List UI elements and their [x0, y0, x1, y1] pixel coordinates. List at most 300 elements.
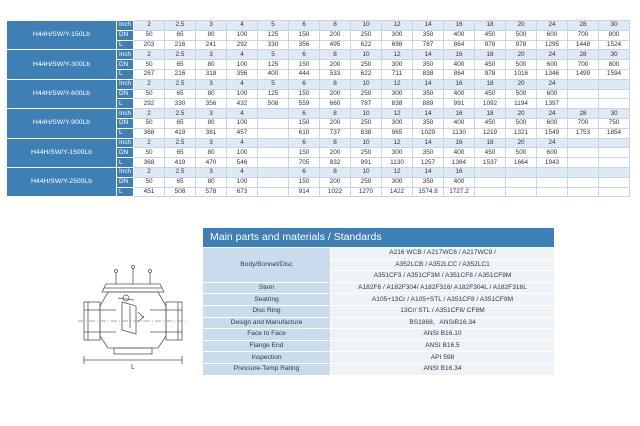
dimension-cell: 600 [537, 30, 568, 40]
dimension-cell: 216 [165, 40, 196, 50]
dimension-cell: 368 [134, 128, 165, 138]
part-name: Stem [203, 282, 331, 294]
unit-label-l: L [117, 128, 134, 138]
dimension-cell: 6 [289, 21, 320, 31]
dimension-row-inch [7, 21, 630, 31]
dimension-cell: 1943 [537, 158, 568, 168]
dimension-cell: 965 [382, 128, 413, 138]
dimension-cell: 8 [320, 79, 351, 89]
dimension-cell: 300 [382, 118, 413, 128]
dimension-cell: 838 [351, 128, 382, 138]
dimension-cell [599, 167, 630, 177]
dimension-cell: 1092 [475, 99, 506, 109]
material-spec: 13Cr/ STL / A351CF8/ CF8M [331, 305, 555, 317]
dimension-cell [599, 79, 630, 89]
part-name: Flange End [203, 340, 331, 352]
dimension-cell: 100 [227, 177, 258, 187]
model-label: H44H/SW/Y-2500Lb [7, 167, 117, 196]
dimension-cell: 80 [196, 118, 227, 128]
dimension-cell: 300 [382, 148, 413, 158]
dimension-cell [506, 167, 537, 177]
dimension-row-inch [7, 109, 630, 119]
dimension-cell: 2.5 [165, 167, 196, 177]
dimension-cell: 700 [568, 60, 599, 70]
dimension-cell [599, 138, 630, 148]
dimension-cell: 24 [537, 50, 568, 60]
dimension-cell: 1130 [382, 158, 413, 168]
materials-standards-panel [203, 228, 554, 376]
dimension-cell: 610 [289, 128, 320, 138]
dimension-cell: 80 [196, 177, 227, 187]
dimension-row-inch [7, 79, 630, 89]
dimension-cell: 700 [568, 30, 599, 40]
dimension-cell: 16 [444, 138, 475, 148]
dimension-cell [568, 167, 599, 177]
part-name: Seatring [203, 294, 331, 306]
dimension-cell: 500 [506, 60, 537, 70]
dimension-cell: 450 [475, 89, 506, 99]
material-spec: API 598 [331, 352, 555, 364]
dimension-cell: 350 [413, 148, 444, 158]
dimension-row-inch [7, 138, 630, 148]
dimension-cell: 838 [413, 69, 444, 79]
dimension-cell [568, 138, 599, 148]
dimension-cell: 1016 [506, 69, 537, 79]
material-spec: A352LCB / A352LCC / A352LC1 [331, 259, 555, 271]
dimension-cell: 1270 [351, 187, 382, 197]
dimension-cell: 400 [258, 69, 289, 79]
dimension-cell: 4 [227, 138, 258, 148]
dimension-cell: 450 [475, 60, 506, 70]
dimension-cell [568, 148, 599, 158]
dimension-cell: 80 [196, 89, 227, 99]
dimension-cell: 18 [475, 138, 506, 148]
dimension-cell: 30 [599, 50, 630, 60]
dimension-cell: 864 [444, 40, 475, 50]
unit-label-dn: DN [117, 89, 134, 99]
dimension-cell: 4 [227, 21, 258, 31]
dimension-cell: 500 [506, 148, 537, 158]
dimension-cell [506, 177, 537, 187]
unit-label-l: L [117, 187, 134, 197]
dimension-cell [568, 89, 599, 99]
dimension-cell: 450 [475, 30, 506, 40]
dimension-cell [568, 158, 599, 168]
dimension-cell: 450 [475, 148, 506, 158]
dimension-cell: 16 [444, 79, 475, 89]
dimension-cell: 622 [351, 69, 382, 79]
part-name: Face to Face [203, 329, 331, 341]
dimension-cell: 495 [320, 40, 351, 50]
dimension-cell: 546 [227, 158, 258, 168]
dimension-cell: 3 [196, 50, 227, 60]
dimension-cell [537, 187, 568, 197]
dimension-cell: 578 [196, 187, 227, 197]
dimension-cell: 1574.8 [413, 187, 444, 197]
dimension-cell: 400 [444, 148, 475, 158]
dimension-cell: 20 [506, 138, 537, 148]
dimension-cell: 800 [599, 30, 630, 40]
materials-row [203, 305, 554, 317]
dimension-cell [599, 187, 630, 197]
dimension-cell: 2.5 [165, 79, 196, 89]
dimension-cell: 711 [382, 69, 413, 79]
dimension-cell: 444 [289, 69, 320, 79]
dimension-l-label: L [131, 364, 135, 371]
unit-label-dn: DN [117, 118, 134, 128]
dimension-cell: 2 [134, 50, 165, 60]
dimension-cell: 150 [289, 177, 320, 187]
material-spec: A105+13Cr / A105+STL / A351CF8 / A351CF8M [331, 294, 555, 306]
dimension-cell: 12 [382, 167, 413, 177]
dimension-cell: 50 [134, 118, 165, 128]
dimension-cell: 356 [289, 40, 320, 50]
dimension-cell [258, 158, 289, 168]
dimension-cell [599, 89, 630, 99]
dimension-cell: 125 [258, 30, 289, 40]
dimension-cell: 1022 [320, 187, 351, 197]
dimension-cell [568, 99, 599, 109]
dimension-cell: 14 [413, 167, 444, 177]
dimension-cell: 267 [134, 69, 165, 79]
dimension-cell: 300 [382, 60, 413, 70]
material-spec: A182F6 / A182F304/ A182F316/ A182F304L / A182F316L [331, 282, 555, 294]
dimension-cell: 65 [165, 60, 196, 70]
dimension-cell: 150 [289, 30, 320, 40]
unit-label-l: L [117, 99, 134, 109]
dimension-cell [258, 138, 289, 148]
dimension-cell: 330 [258, 40, 289, 50]
dimension-cell: 368 [134, 158, 165, 168]
dimension-cell [258, 109, 289, 119]
dimension-cell: 200 [320, 148, 351, 158]
dimension-cell: 8 [320, 167, 351, 177]
dimension-cell [258, 118, 289, 128]
dimension-cell: 150 [289, 60, 320, 70]
dimension-cell: 65 [165, 89, 196, 99]
dimension-cell: 100 [227, 89, 258, 99]
dimension-cell: 65 [165, 118, 196, 128]
dimension-cell: 991 [351, 158, 382, 168]
dimension-cell: 1194 [506, 99, 537, 109]
dimension-cell: 500 [506, 89, 537, 99]
dimension-cell: 978 [475, 69, 506, 79]
dimension-cell: 1537 [475, 158, 506, 168]
dimension-cell: 2.5 [165, 138, 196, 148]
dimension-cell [599, 158, 630, 168]
dimension-cell: 50 [134, 30, 165, 40]
dimension-cell: 350 [413, 89, 444, 99]
dimension-cell [258, 167, 289, 177]
dimension-cell: 350 [413, 177, 444, 187]
unit-label-dn: DN [117, 177, 134, 187]
material-spec: A351CF3 / A351CF3M / A351CF8 / A351CF8M [331, 271, 555, 283]
dimension-cell: 432 [227, 99, 258, 109]
materials-row [203, 317, 554, 329]
dimension-cell: 200 [320, 30, 351, 40]
dimension-cell: 1295 [537, 40, 568, 50]
dimension-cell: 8 [320, 50, 351, 60]
dimension-cell: 5 [258, 50, 289, 60]
dimension-cell: 832 [320, 158, 351, 168]
part-name: Design and Manufacture [203, 317, 331, 329]
dimension-cell: 125 [258, 60, 289, 70]
dimension-cell [568, 187, 599, 197]
dimension-cell: 150 [289, 118, 320, 128]
dimension-cell: 250 [351, 89, 382, 99]
dimension-cell: 737 [320, 128, 351, 138]
dimension-cell: 451 [134, 187, 165, 197]
dimension-cell: 18 [475, 109, 506, 119]
dimension-cell: 100 [227, 30, 258, 40]
dimension-cell: 600 [537, 148, 568, 158]
dimension-cell [258, 187, 289, 197]
dimension-cell: 1321 [506, 128, 537, 138]
dimension-cell: 18 [475, 79, 506, 89]
dimension-cell: 3 [196, 79, 227, 89]
part-name: Disc Ring [203, 305, 331, 317]
dimension-cell: 12 [382, 109, 413, 119]
dimension-cell: 1854 [599, 128, 630, 138]
dimension-cell: 300 [382, 30, 413, 40]
dimension-cell [258, 128, 289, 138]
dimension-table [6, 20, 630, 197]
unit-label-inch: Inch [117, 50, 134, 60]
materials-row [203, 363, 554, 375]
dimension-cell: 914 [289, 187, 320, 197]
dimension-cell: 6 [289, 109, 320, 119]
dimension-cell: 50 [134, 177, 165, 187]
unit-label-inch: Inch [117, 138, 134, 148]
dimension-cell [537, 177, 568, 187]
part-name: Inspection [203, 352, 331, 364]
unit-label-l: L [117, 40, 134, 50]
model-label: H44H/SW/Y-900Lb [7, 109, 117, 138]
dimension-cell: 10 [351, 79, 382, 89]
dimension-cell: 1346 [537, 69, 568, 79]
dimension-cell: 24 [537, 79, 568, 89]
dimension-cell: 400 [444, 89, 475, 99]
dimension-cell: 10 [351, 138, 382, 148]
dimension-cell: 457 [227, 128, 258, 138]
dimension-cell: 533 [320, 69, 351, 79]
dimension-row-inch [7, 167, 630, 177]
dimension-cell: 318 [196, 69, 227, 79]
dimension-cell [475, 167, 506, 177]
dimension-cell: 65 [165, 30, 196, 40]
dimension-cell: 450 [475, 118, 506, 128]
dimension-cell: 1524 [599, 40, 630, 50]
materials-row [203, 248, 554, 259]
model-label: H44H/SW/Y-150Lb [7, 21, 117, 50]
unit-label-inch: Inch [117, 21, 134, 31]
dimension-cell: 3 [196, 167, 227, 177]
dimension-cell: 12 [382, 21, 413, 31]
unit-label-l: L [117, 158, 134, 168]
dimension-cell: 1219 [475, 128, 506, 138]
dimension-cell: 20 [506, 79, 537, 89]
dimension-cell: 4 [227, 79, 258, 89]
dimension-cell: 1384 [444, 158, 475, 168]
dimension-cell: 250 [351, 177, 382, 187]
dimension-cell: 400 [444, 118, 475, 128]
dimension-cell: 400 [444, 60, 475, 70]
dimension-cell: 250 [351, 118, 382, 128]
dimension-cell: 3 [196, 21, 227, 31]
dimension-cell: 600 [537, 89, 568, 99]
dimension-cell: 1594 [599, 69, 630, 79]
dimension-cell: 750 [599, 118, 630, 128]
dimension-cell: 80 [196, 30, 227, 40]
dimension-cell: 1422 [382, 187, 413, 197]
unit-label-inch: Inch [117, 79, 134, 89]
dimension-cell: 500 [506, 30, 537, 40]
dimension-cell: 18 [475, 50, 506, 60]
dimension-cell: 356 [227, 69, 258, 79]
dimension-cell: 241 [196, 40, 227, 50]
dimension-cell: 150 [289, 148, 320, 158]
dimension-cell: 381 [196, 128, 227, 138]
dimension-cell: 292 [134, 99, 165, 109]
dimension-cell: 978 [475, 40, 506, 50]
dimension-cell: 200 [320, 60, 351, 70]
dimension-cell: 6 [289, 167, 320, 177]
dimension-cell: 705 [289, 158, 320, 168]
dimension-cell: 508 [258, 99, 289, 109]
dimension-cell: 1549 [537, 128, 568, 138]
dimension-row-inch [7, 50, 630, 60]
dimension-cell: 864 [444, 69, 475, 79]
unit-label-inch: Inch [117, 109, 134, 119]
dimension-cell: 20 [506, 109, 537, 119]
dimension-cell: 2 [134, 167, 165, 177]
dimension-cell: 28 [568, 109, 599, 119]
dimension-cell: 14 [413, 138, 444, 148]
dimension-cell: 978 [506, 40, 537, 50]
materials-title: Main parts and materials / Standards [203, 228, 554, 247]
unit-label-dn: DN [117, 148, 134, 158]
dimension-cell: 14 [413, 50, 444, 60]
dimension-cell: 2 [134, 79, 165, 89]
dimension-cell: 100 [227, 60, 258, 70]
dimension-cell: 660 [320, 99, 351, 109]
dimension-cell: 24 [537, 21, 568, 31]
dimension-cell: 1664 [506, 158, 537, 168]
materials-table [203, 248, 554, 376]
material-spec: BS1868、ANSIB16.34 [331, 317, 555, 329]
dimension-cell: 1130 [444, 128, 475, 138]
dimension-cell: 10 [351, 167, 382, 177]
dimension-cell [599, 148, 630, 158]
dimension-cell: 28 [568, 50, 599, 60]
unit-label-dn: DN [117, 30, 134, 40]
dimension-cell: 356 [196, 99, 227, 109]
dimension-cell: 350 [413, 60, 444, 70]
dimension-cell: 16 [444, 109, 475, 119]
dimension-cell: 203 [134, 40, 165, 50]
dimension-cell: 20 [506, 50, 537, 60]
materials-row [203, 340, 554, 352]
dimension-cell: 12 [382, 79, 413, 89]
materials-row [203, 352, 554, 364]
dimension-cell: 200 [320, 89, 351, 99]
dimension-cell: 16 [444, 167, 475, 177]
dimension-cell: 2.5 [165, 50, 196, 60]
dimension-cell: 14 [413, 109, 444, 119]
dimension-cell: 16 [444, 50, 475, 60]
dimension-cell: 250 [351, 148, 382, 158]
dimension-cell: 125 [258, 89, 289, 99]
dimension-cell: 65 [165, 177, 196, 187]
dimension-cell: 100 [227, 118, 258, 128]
dimension-cell: 250 [351, 30, 382, 40]
dimension-cell: 20 [506, 21, 537, 31]
dimension-cell: 673 [227, 187, 258, 197]
model-label: H44H/SW/Y-1500Lb [7, 138, 117, 167]
model-label: H44H/SW/Y-600Lb [7, 79, 117, 108]
dimension-cell: 2 [134, 138, 165, 148]
dimension-cell: 787 [413, 40, 444, 50]
dimension-cell: 80 [196, 148, 227, 158]
dimension-cell: 330 [165, 99, 196, 109]
dimension-cell: 216 [165, 69, 196, 79]
dimension-cell: 1499 [568, 69, 599, 79]
dimension-cell: 2.5 [165, 109, 196, 119]
dimension-cell: 10 [351, 21, 382, 31]
dimension-cell: 559 [289, 99, 320, 109]
dimension-cell [599, 99, 630, 109]
dimension-cell: 10 [351, 109, 382, 119]
dimension-cell: 889 [413, 99, 444, 109]
dimension-cell: 4 [227, 109, 258, 119]
dimension-cell: 470 [196, 158, 227, 168]
dimension-cell: 8 [320, 21, 351, 31]
dimension-cell: 14 [413, 79, 444, 89]
dimension-cell: 50 [134, 89, 165, 99]
dimension-cell [506, 187, 537, 197]
dimension-cell: 1448 [568, 40, 599, 50]
dimension-cell [258, 177, 289, 187]
dimension-cell: 6 [289, 138, 320, 148]
dimension-cell: 200 [320, 118, 351, 128]
dimension-cell: 1029 [413, 128, 444, 138]
dimension-cell: 508 [165, 187, 196, 197]
dimension-cell: 1727.2 [444, 187, 475, 197]
model-label: H44H/SW/Y-300Lb [7, 50, 117, 79]
dimension-cell: 30 [599, 109, 630, 119]
material-spec: ANSI B16.5 [331, 340, 555, 352]
dimension-cell: 600 [537, 60, 568, 70]
dimension-cell: 700 [568, 118, 599, 128]
dimension-cell: 500 [506, 118, 537, 128]
dimension-cell: 400 [444, 177, 475, 187]
dimension-cell: 10 [351, 50, 382, 60]
dimension-cell: 300 [382, 177, 413, 187]
material-spec: ANSI B16.10 [331, 329, 555, 341]
dimension-cell: 200 [320, 177, 351, 187]
dimension-cell: 12 [382, 138, 413, 148]
dimension-cell: 28 [568, 21, 599, 31]
dimension-cell: 8 [320, 109, 351, 119]
dimension-cell: 65 [165, 148, 196, 158]
dimension-cell [568, 177, 599, 187]
dimension-cell: 6 [289, 79, 320, 89]
dimension-cell: 2 [134, 21, 165, 31]
dimension-cell: 8 [320, 138, 351, 148]
dimension-cell: 18 [475, 21, 506, 31]
dimension-cell: 2 [134, 109, 165, 119]
dimension-cell [599, 177, 630, 187]
